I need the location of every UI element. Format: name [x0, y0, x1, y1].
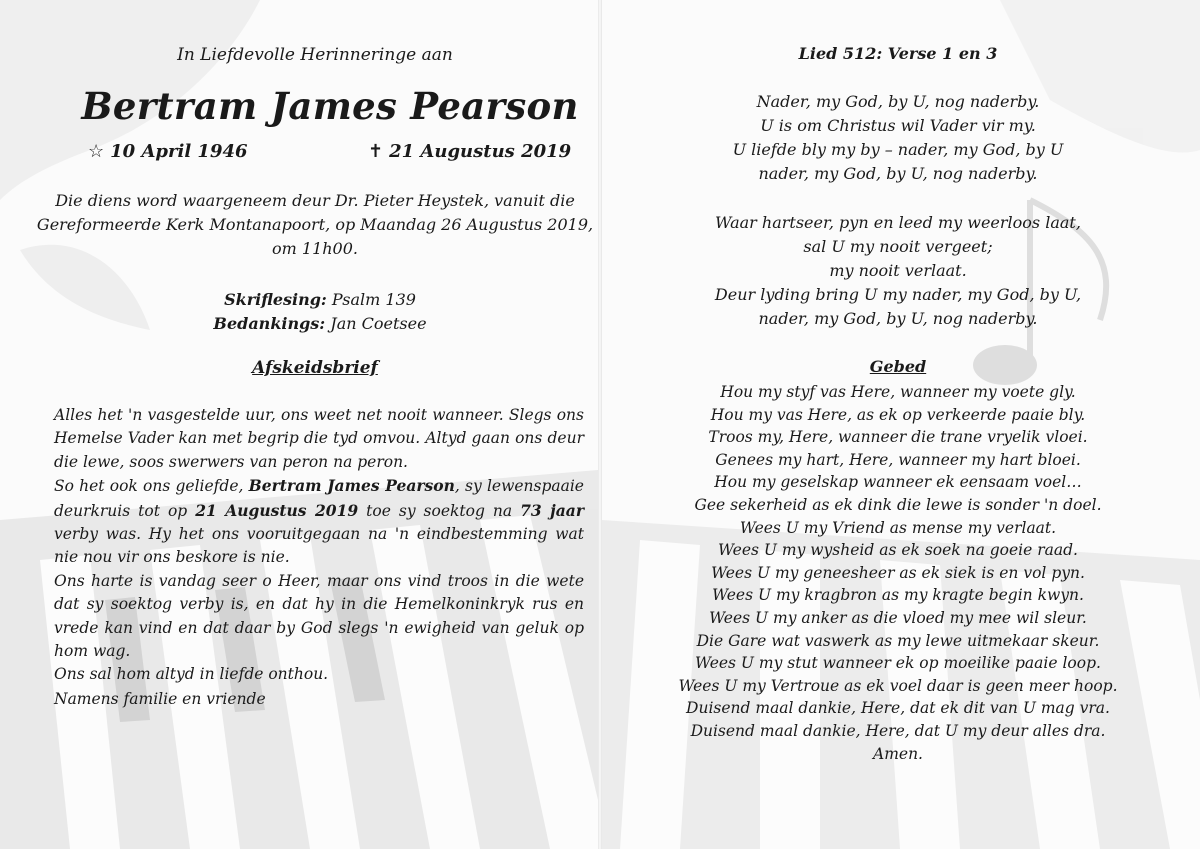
- verse-line: nader, my God, by U, nog naderby.: [758, 309, 1038, 328]
- verse-line: Waar hartseer, pyn en leed my weerloos laat,: [715, 213, 1081, 232]
- prayer: [602, 381, 1194, 765]
- prayer-line: Wees U my Vriend as mense my verlaat.: [739, 518, 1057, 537]
- in-memory-heading: In Liefdevolle Herinneringe aan: [177, 45, 453, 65]
- letter-text: toe sy soektog na: [358, 501, 521, 520]
- readings: [0, 288, 640, 336]
- prayer-line: Wees U my wysheid as ek soek na goeie raad.: [718, 541, 1078, 560]
- life-dates: [88, 141, 572, 167]
- hymn-verse-3: [602, 211, 1194, 331]
- hymn-verse-1: [602, 90, 1194, 186]
- verse-line: Nader, my God, by U, nog naderby.: [756, 92, 1040, 111]
- service-line: om 11h00.: [272, 239, 358, 258]
- prayer-line: Wees U my stut wanneer ek op moeilike paaie loop.: [695, 654, 1101, 673]
- letter-paragraph: Alles het 'n vasgestelde uur, ons weet net nooit wanneer. Slegs ons Hemelse Vader kan met begrip die tyd omvou. Altyd gaan ons deur die lewe, soos swerwers van peron na peron.: [54, 406, 584, 471]
- verse-line: Deur lyding bring U my nader, my God, by U,: [714, 285, 1082, 304]
- service-line: Die diens word waargeneem deur Dr. Pieter Heystek, vanuit die: [55, 191, 575, 210]
- verse-line: sal U my nooit vergeet;: [803, 237, 993, 256]
- prayer-line: Hou my vas Here, as ek op verkeerde paaie bly.: [710, 405, 1086, 424]
- prayer-title: Gebed: [869, 357, 927, 376]
- prayer-line: Gee sekerheid as ek dink die lewe is sonder 'n doel.: [694, 495, 1102, 514]
- service-details: [30, 189, 600, 261]
- prayer-line: Wees U my kragbron as my kragte begin kwyn.: [712, 586, 1084, 605]
- verse-line: U is om Christus wil Vader vir my.: [760, 116, 1036, 135]
- prayer-line: Hou my styf vas Here, wanneer my voete gly.: [720, 383, 1076, 401]
- scripture-line: [0, 288, 640, 312]
- service-line: Gereformeerde Kerk Montanapoort, op Maandag 26 Augustus 2019,: [36, 215, 594, 234]
- letter-text: , sy lewenspaaie deurkruis tot op: [54, 477, 584, 520]
- scripture-value: Psalm 139: [326, 290, 416, 309]
- prayer-line: Troos my, Here, wanneer die trane vryelik vloei.: [708, 428, 1088, 447]
- birth-date: 10 April 1946: [110, 141, 248, 162]
- letter-text: verby was. Hy het ons vooruitgegaan na 'n eindbestemming wat nie nou vir ons beskore is nie.: [54, 525, 584, 567]
- death-date-group: [368, 141, 571, 162]
- star-icon: ☆: [88, 141, 105, 162]
- thanks-value: Jan Coetsee: [325, 314, 427, 333]
- scripture-label: Skriflesing:: [224, 290, 327, 309]
- thanks-line: [0, 312, 640, 336]
- verse-line: my nooit verlaat.: [829, 261, 967, 280]
- letter-paragraph: Ons harte is vandag seer o Heer, maar ons vind troos in die wete dat sy soektog verby is, en dat hy in die Hemelkoninkryk rus en vrede kan vind en dat daar by God slegs 'n ewigheid van geluk op hom wag.: [54, 571, 584, 661]
- prayer-line: Wees U my geneesheer as ek siek is en vol pyn.: [711, 563, 1085, 582]
- birth-date-group: [88, 141, 248, 162]
- prayer-line: Wees U my anker as die vloed my mee wil sleur.: [709, 608, 1087, 627]
- letter-heading: Afskeidsbrief: [252, 358, 378, 378]
- prayer-line: Hou my geselskap wanneer ek eensaam voel…: [714, 473, 1082, 492]
- thanks-label: Bedankings:: [213, 314, 326, 333]
- prayer-line: Wees U my Vertroue as ek voel daar is geen meer hoop.: [678, 676, 1118, 695]
- prayer-line: Die Gare wat vaswerk as my lewe uitmekaar skeur.: [696, 631, 1100, 650]
- verse-line: nader, my God, by U, nog naderby.: [758, 164, 1038, 183]
- hymn-title: Lied 512: Verse 1 en 3: [798, 44, 998, 63]
- verse-line: U liefde bly my by – nader, my God, by U: [732, 140, 1064, 159]
- prayer-line: Duisend maal dankie, Here, dat ek dit van U mag vra.: [686, 699, 1110, 718]
- farewell-letter: [54, 404, 584, 687]
- prayer-line: Genees my hart, Here, wanneer my hart bloei.: [715, 450, 1081, 469]
- letter-date: 21 Augustus 2019: [195, 500, 359, 520]
- death-date: 21 Augustus 2019: [389, 141, 572, 162]
- cross-icon: ✝: [368, 141, 384, 162]
- signoff: Namens familie en vriende: [54, 690, 266, 708]
- right-page: [602, 0, 1200, 849]
- deceased-name: Bertram James Pearson: [81, 84, 579, 128]
- left-page: [0, 0, 598, 849]
- prayer-line: Amen.: [873, 744, 923, 763]
- letter-paragraph: [54, 474, 584, 570]
- letter-paragraph: Ons sal hom altyd in liefde onthou.: [54, 665, 329, 684]
- prayer-line: Duisend maal dankie, Here, dat U my deur alles dra.: [690, 721, 1106, 740]
- letter-name: Bertram James Pearson: [248, 476, 455, 496]
- letter-text: So het ook ons geliefde,: [54, 477, 249, 496]
- letter-age: 73 jaar: [520, 500, 585, 520]
